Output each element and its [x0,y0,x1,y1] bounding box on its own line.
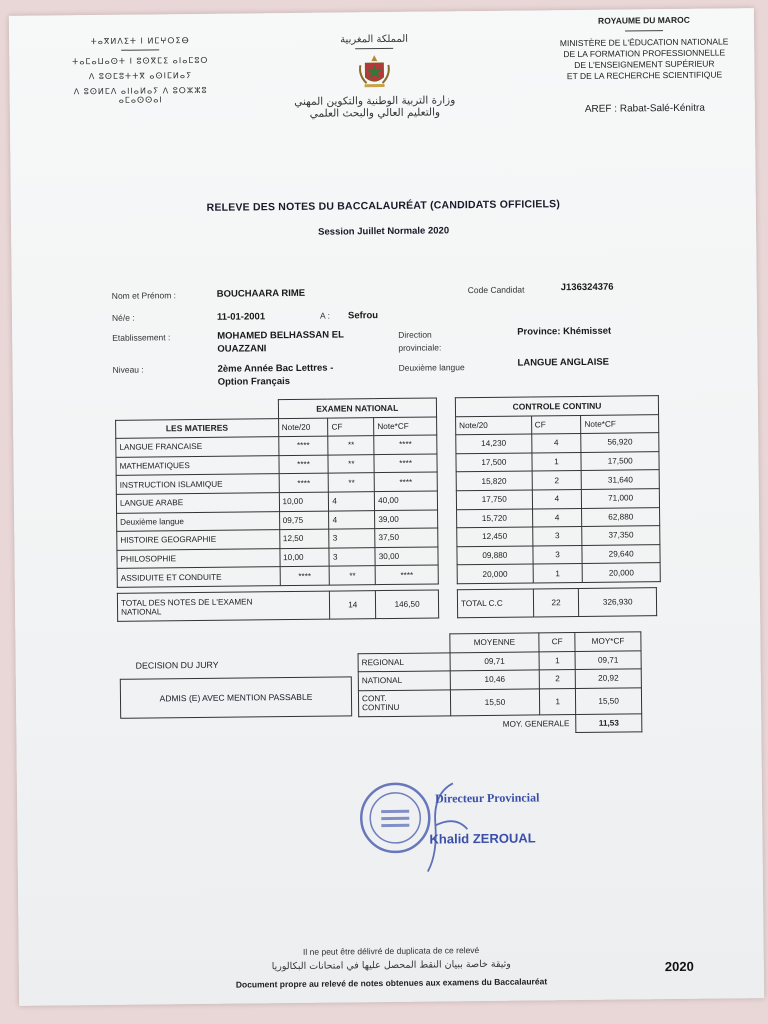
decision-label: DECISION DU JURY [135,659,219,671]
signature-role: Directeur Provincial [434,790,540,806]
etablissement-line: OUAZZANI [217,343,267,355]
en-notecf-cell: 37,50 [375,528,438,547]
footer-year: 2020 [664,958,694,975]
session-label: Session Juillet Normale 2020 [318,225,450,238]
document-title: RELEVE DES NOTES DU BACCALAURÉAT (CANDIDATS OFFICIELS) [206,198,561,214]
table-row [457,526,660,547]
footer-document-note: Document propre au relevé de notes obtenues aux examens du Baccalauréat [235,976,548,990]
direction-label: provinciale: [398,342,442,353]
transcript-document [9,8,764,1006]
col-notecf: Note*CF [374,417,437,436]
total-cc-value: 326,930 [579,588,657,617]
cc-notecf-cell: 20,000 [582,563,660,582]
ministere-line: MINISTÈRE DE L'ÉDUCATION NATIONALE [559,36,729,49]
examen-national-table [115,397,439,587]
en-cf-cell: 3 [329,529,375,548]
langue-label: Deuxième langue [398,362,465,373]
cc-notecf-cell: 56,920 [581,433,659,452]
royal-emblem-icon [354,51,394,91]
total-examen-label-line: NATIONAL [121,606,162,617]
etab-label: Etablissement : [112,332,171,343]
footer-arabic: وثيقة خاصة ببيان النقط المحصل عليها في امتحانات البكالوريا [271,958,511,973]
matieres-header: LES MATIERES [116,418,279,438]
col-notecf: Note*CF [581,414,659,433]
cc-cf-cell: 4 [532,508,582,527]
en-note-cell: 10,00 [279,492,329,511]
divider [355,48,393,49]
moycf-cell: 20,92 [575,669,641,688]
moyenne-label: NATIONAL [358,671,450,691]
cc-cf-cell: 2 [532,471,582,490]
table-row [456,433,659,454]
moyenne-label [358,690,450,717]
moyenne-label-line: CONTINU [362,703,400,713]
en-cf-cell: ** [329,473,375,492]
cc-note-cell: 12,450 [457,527,533,546]
total-examen-cf: 14 [330,591,376,619]
table-row [457,507,660,528]
total-examen-label [117,591,330,621]
ministere-line: DE LA FORMATION PROFESSIONNELLE [563,47,726,60]
arabic-kingdom: المملكة المغربية [340,33,409,46]
cc-note-cell: 17,500 [456,453,532,472]
niveau-label: Niveau : [112,364,144,375]
moycf-cell: 09,71 [575,650,641,669]
cc-cf-cell: 1 [533,564,583,583]
en-cf-cell: 4 [329,492,375,511]
en-notecf-cell: **** [375,565,438,584]
col-note20: Note/20 [456,416,532,435]
birth-label: Né/e : [111,312,135,323]
col-cf: CF [328,417,374,436]
moy-generale-value: 11,53 [576,714,642,733]
niveau-line: 2ème Année Bac Lettres - [217,362,334,375]
cc-notecf-cell: 29,640 [582,544,660,563]
table-row [358,688,641,717]
french-header [544,14,745,115]
matiere-cell: MATHEMATIQUES [116,455,279,475]
tifinagh-line: ⴷ ⵓⵙⵎⵓⵜⵜⴳ ⴰⵙⵏⵎⵍⴰⵢ [88,71,193,82]
matiere-cell: INSTRUCTION ISLAMIQUE [116,474,279,494]
cc-note-cell: 17,750 [456,490,532,509]
cc-notecf-cell: 31,640 [581,470,659,489]
en-cf-cell: ** [328,436,374,455]
col-note20: Note/20 [278,418,328,437]
total-examen-table [117,589,439,621]
decision-box [120,676,352,718]
arabic-ministry-line: وزارة التربية الوطنية والتكوين المهني [294,94,456,108]
moycf-cell: 15,50 [576,688,642,715]
cc-cf-cell: 3 [532,527,582,546]
table-row [456,451,659,472]
divider [121,49,159,50]
duplicata-note: Il ne peut être délivré de duplicata de ce relevé [302,945,480,957]
en-note-cell: 12,50 [279,529,329,548]
en-notecf-cell: **** [374,454,437,473]
en-cf-cell: 3 [329,547,375,566]
en-cf-cell: ** [328,454,374,473]
moyenne-cell: 10,46 [450,670,540,690]
cc-cf-cell: 4 [532,489,582,508]
tifinagh-line: ⵜⴰⵎⴰⵡⴰⵙⵜ ⵏ ⵓⵙⴳⵎⵉ ⴰⵏⴰⵎⵓⵔ [72,55,209,67]
etablissement-line: MOHAMED BELHASSAN EL [217,329,344,342]
province-value: Province: Khémisset [517,325,612,338]
direction-label: Direction [398,329,432,340]
col-moyenne: MOYENNE [449,633,539,653]
en-notecf-cell: **** [374,435,437,454]
matiere-cell: HISTOIRE GEOGRAPHIE [117,530,280,550]
table-row [456,489,659,510]
arabic-ministry-line: والتعليم العالي والبحث العلمي [309,106,441,120]
cc-cf-cell: 3 [533,545,583,564]
total-examen-label-line: TOTAL DES NOTES DE L'EXAMEN [120,596,253,608]
en-note-cell: 10,00 [279,548,329,567]
cc-notecf-cell: 37,350 [582,526,660,545]
cc-note-cell: 15,820 [456,471,532,490]
royaume-title: ROYAUME DU MAROC [597,14,690,26]
cc-note-cell: 15,720 [457,509,533,528]
ministere-line: DE L'ENSEIGNEMENT SUPÉRIEUR [574,58,715,71]
divider [625,30,663,31]
en-notecf-cell: 30,00 [375,547,438,566]
ministere-line: ET DE LA RECHERCHE SCIENTIFIQUE [566,69,723,82]
cc-cf-cell: 4 [531,434,581,453]
en-note-cell: **** [279,473,329,492]
cc-notecf-cell: 71,000 [582,489,660,508]
table-row [456,470,659,491]
total-examen-value: 146,50 [376,590,439,619]
en-note-cell: **** [279,455,329,474]
en-notecf-cell: **** [374,472,437,491]
cf-cell: 1 [540,688,576,714]
moyenne-label: REGIONAL [358,652,450,672]
arabic-header [279,33,470,120]
matiere-cell: LANGUE FRANCAISE [116,437,279,457]
cc-notecf-cell: 62,880 [582,507,660,526]
controle-continu-table [455,395,661,584]
signature-name: Khalid ZEROUAL [429,830,536,847]
tifinagh-line: ⵜⴰⴳⵍⴷⵉⵜ ⵏ ⵍⵎⵖⵔⵉⴱ [90,36,190,47]
tifinagh-header [65,36,216,106]
code-label: Code Candidat [467,284,525,296]
matiere-cell: ASSIDUITE ET CONDUITE [117,567,280,587]
en-note-cell: **** [280,566,330,585]
candidate-name: BOUCHAARA RIME [216,287,306,300]
cc-note-cell: 20,000 [457,564,533,583]
col-moycf: MOY*CF [575,632,641,651]
cc-note-cell: 14,230 [456,434,532,453]
cf-cell: 1 [539,651,575,670]
en-note-cell: **** [278,436,328,455]
en-note-cell: 09,75 [279,511,329,530]
langue-value: LANGUE ANGLAISE [517,356,610,369]
birth-date: 11-01-2001 [216,311,266,323]
aref-label: AREF : Rabat-Salé-Kénitra [584,102,705,115]
matiere-cell: Deuxième langue [117,511,280,531]
table-row [457,563,660,584]
en-notecf-cell: 39,00 [375,510,438,529]
table-row [117,565,438,587]
decision-value: ADMIS (E) AVEC MENTION PASSABLE [159,691,313,704]
birth-place: Sefrou [347,310,379,322]
moyenne-cell: 09,71 [450,652,540,672]
matiere-cell: PHILOSOPHIE [117,548,280,568]
cc-note-cell: 09,880 [457,546,533,565]
cc-cf-cell: 1 [532,452,582,471]
matiere-cell: LANGUE ARABE [116,493,279,513]
cc-notecf-cell: 17,500 [581,451,659,470]
total-controle-table [457,587,657,618]
col-cf: CF [539,633,575,652]
table-row [457,544,660,565]
birth-at-label: A : [319,310,330,321]
en-notecf-cell: 40,00 [375,491,438,510]
cf-cell: 2 [540,670,576,689]
col-cf: CF [531,415,581,434]
en-cf-cell: ** [330,566,376,585]
moyenne-cell: 15,50 [450,689,540,716]
moyenne-label-line: CONT. [361,694,387,704]
en-cf-cell: 4 [329,510,375,529]
moy-generale-label: MOY. GENERALE [502,719,570,730]
total-cc-cf: 22 [533,588,579,616]
total-cc-label: TOTAL C.C [457,589,533,618]
controle-header: CONTROLE CONTINU [455,396,658,417]
tifinagh-line: ⴷ ⵓⵙⵍⵎⴷ ⴰⵏⵏⴰⵍⴰⵢ ⴷ ⵓⵔⵣⵣⵓ ⴰⵎⴰⵙⵙⴰⵏ [73,85,208,105]
moyennes-table [357,631,642,735]
name-label: Nom et Prénom : [111,290,177,301]
candidate-code: J136324376 [560,281,614,294]
niveau-line: Option Français [217,376,291,388]
examen-header: EXAMEN NATIONAL [278,398,437,418]
